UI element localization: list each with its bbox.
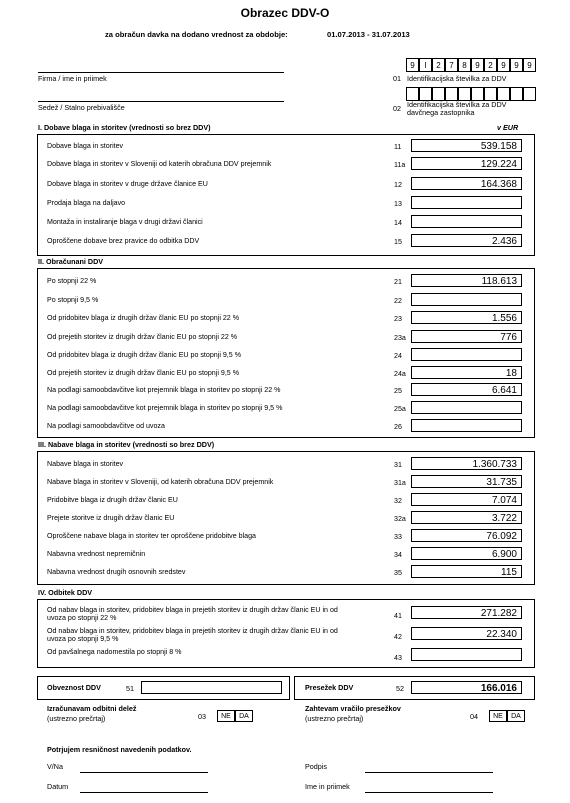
row-value-field[interactable] [411,139,522,152]
section-1-title: I. Dobave blaga in storitev (vrednosti so brez DDV) [38,123,211,132]
row-code: 13 [394,200,402,208]
form-title: Obrazec DDV-O [240,6,330,20]
row-code: 41 [394,612,402,620]
id-digit-box[interactable]: 9 [497,58,510,72]
rep-id-digit-box[interactable] [432,87,445,101]
refund-code: 04 [470,712,478,721]
section-4-title: IV. Odbitek DDV [38,588,93,597]
obligation-label: Obveznost DDV [47,683,101,692]
row-value: 164.368 [480,179,517,190]
id-digit-box[interactable]: 9 [406,58,419,72]
code-02: 02 [393,104,401,113]
row-value-field[interactable] [411,215,522,228]
row-value: 776 [500,332,517,343]
row-label-line-1: Od nabav blaga in storitev, pridobitev blaga in prejetih storitev iz drugih držav članic EU in od [47,606,338,614]
row-code: 32 [394,497,402,505]
deduction-label-2: (ustrezno prečrtaj) [47,714,106,723]
row-label: Na podlagi samoobdavčitve kot prejemnik blaga in storitev po stopnji 9,5 % [47,404,283,412]
id-label: Identifikacijska številka za DDV [407,74,507,83]
row-value: 1.360.733 [472,459,517,470]
signature-line[interactable] [365,772,493,773]
row-value-field[interactable] [411,196,522,209]
row-value: 1.556 [491,313,517,324]
deduction-da-option[interactable]: DA [235,710,253,722]
row-code: 22 [394,297,402,305]
rep-id-digit-box[interactable] [510,87,523,101]
row-code: 31a [394,479,406,487]
row-code: 14 [394,219,402,227]
firm-line[interactable] [38,72,284,73]
id-digit-box[interactable]: 9 [510,58,523,72]
name-line[interactable] [365,792,493,793]
row-value-field[interactable] [411,475,522,488]
row-code: 11 [394,143,402,151]
row-value-field[interactable] [411,606,522,619]
date-label: Datum [47,782,69,791]
row-code: 11a [394,161,406,169]
row-code: 35 [394,569,402,577]
row-code: 31 [394,461,402,469]
row-label-line-2: uvoza po stopnji 22 % [47,614,117,622]
id-digit-box[interactable]: 9 [523,58,536,72]
row-label: Nabavna vrednost drugih osnovnih sredstev [47,568,186,576]
name-label: Ime in priimek [305,782,350,791]
row-value: 2.436 [491,236,517,247]
row-label: Montaža in instaliranje blaga v drugi državi članici [47,218,203,226]
id-digit-box[interactable]: 2 [484,58,497,72]
place-label: V/Na [47,762,63,771]
row-label: Po stopnji 9,5 % [47,296,99,304]
row-value-field[interactable] [411,311,522,324]
refund-label-2: (ustrezno prečrtaj) [305,714,364,723]
form-subtitle: za obračun davka na dodano vrednost za obdobje: [105,30,288,39]
row-value: 118.613 [481,276,517,287]
row-value-field[interactable] [411,348,522,361]
id-digit-box[interactable]: I [419,58,432,72]
rep-id-digit-box[interactable] [497,87,510,101]
row-value: 129.224 [480,159,517,170]
row-code: 34 [394,551,402,559]
deduction-ne-option[interactable]: NE [217,710,235,722]
id-digit-box[interactable]: 7 [445,58,458,72]
id-digit-box[interactable]: 8 [458,58,471,72]
row-value: 7.074 [491,495,517,506]
obligation-value-field[interactable] [141,681,282,694]
row-code: 23a [394,334,406,342]
row-value-field[interactable] [411,511,522,524]
row-label: Nabave blaga in storitev [47,460,124,468]
row-value: 6.900 [491,549,517,560]
row-value-field[interactable] [411,383,522,396]
row-value: 18 [505,368,517,379]
row-value-field[interactable] [411,493,522,506]
row-value: 115 [501,567,517,578]
row-value-field[interactable] [411,419,522,432]
rep-id-digit-box[interactable] [458,87,471,101]
seat-line[interactable] [38,101,284,102]
row-label: Oproščene nabave blaga in storitev ter oproščene pridobitve blaga [47,532,257,540]
seat-label: Sedež / Stalno prebivališče [38,103,125,112]
rep-id-digit-box[interactable] [484,87,497,101]
row-value: 31.735 [486,477,517,488]
refund-ne-option[interactable]: NE [489,710,507,722]
rep-id-digit-box[interactable] [445,87,458,101]
row-value-field[interactable] [411,177,522,190]
row-value: 271.282 [480,608,517,619]
row-code: 12 [394,181,402,189]
row-value-field[interactable] [411,565,522,578]
rep-id-digit-box[interactable] [406,87,419,101]
row-value-field[interactable] [411,293,522,306]
row-code: 25a [394,405,406,413]
row-code: 26 [394,423,402,431]
row-code: 15 [394,238,402,246]
row-code: 33 [394,533,402,541]
currency-label: v EUR [497,123,519,132]
row-label: Pridobitve blaga iz drugih držav članic EU [47,496,178,504]
row-value-field[interactable] [411,529,522,542]
rep-id-label-2: davčnega zastopnika [407,108,475,117]
rep-id-label-1: Identifikacijska številka za DDV [407,100,507,109]
row-value: 3.722 [491,513,517,524]
row-label: Prejete storitve iz drugih držav članic EU [47,514,175,522]
row-value: 6.641 [491,385,517,396]
row-label: Od pridobitev blaga iz drugih držav članic EU po stopnji 22 % [47,314,240,322]
row-value-field[interactable] [411,366,522,379]
surplus-code: 52 [396,684,404,693]
deduction-code: 03 [198,712,206,721]
row-label: Po stopnji 22 % [47,277,97,285]
rep-id-digit-box[interactable] [419,87,432,101]
row-value-field[interactable] [411,627,522,640]
date-line[interactable] [80,792,208,793]
row-label: Dobave blaga in storitev [47,142,124,150]
rep-id-digit-box[interactable] [471,87,484,101]
signature-label: Podpis [305,762,327,771]
confirm-text: Potrjujem resničnost navedenih podatkov. [47,745,192,754]
row-label: Od pridobitev blaga iz drugih držav članic EU po stopnji 9,5 % [47,351,242,359]
row-code: 43 [394,654,402,662]
row-label: Na podlagi samoobdavčitve od uvoza [47,422,165,430]
id-digit-box[interactable]: 2 [432,58,445,72]
section-2-title: II. Obračunani DDV [38,257,104,266]
row-label: Nabave blaga in storitev v Sloveniji, od katerih obračuna DDV prejemnik [47,478,274,486]
refund-label-1: Zahtevam vračilo presežkov [305,704,401,713]
code-01: 01 [393,74,401,83]
row-value-field[interactable] [411,157,522,170]
row-label-line-2: uvoza po stopnji 9,5 % [47,635,119,643]
row-code: 21 [394,278,402,286]
row-code: 25 [394,387,402,395]
place-line[interactable] [80,772,208,773]
row-code: 23 [394,315,402,323]
refund-da-option[interactable]: DA [507,710,525,722]
row-value-field[interactable] [411,457,522,470]
row-value-field[interactable] [411,648,522,661]
row-value-field[interactable] [411,330,522,343]
row-label-line-1: Od pavšalnega nadomestila po stopnji 8 % [47,648,182,656]
row-value: 22.340 [486,629,517,640]
deduction-label-1: Izračunavam odbitni delež [47,704,137,713]
obligation-code: 51 [126,684,134,693]
row-label: Od prejetih storitev iz drugih držav članic EU po stopnji 9,5 % [47,369,240,377]
row-label: Dobave blaga in storitev v Sloveniji od katerih obračuna DDV prejemnik [47,160,272,168]
section-3-title: III. Nabave blaga in storitev (vrednosti so brez DDV) [38,440,215,449]
row-value-field[interactable] [411,274,522,287]
row-code: 32a [394,515,406,523]
row-value: 76.092 [486,531,517,542]
row-label: Prodaja blaga na daljavo [47,199,126,207]
row-label: Nabavna vrednost nepremičnin [47,550,146,558]
row-value-field[interactable] [411,547,522,560]
row-value: 539.158 [480,141,517,152]
id-digit-box[interactable]: 9 [471,58,484,72]
form-period: 01.07.2013 - 31.07.2013 [327,30,410,39]
row-value-field[interactable] [411,401,522,414]
row-label-line-1: Od nabav blaga in storitev, pridobitev blaga in prejetih storitev iz drugih držav članic EU in od [47,627,338,635]
surplus-label: Presežek DDV [305,683,354,692]
row-value-field[interactable] [411,234,522,247]
row-label: Oproščene dobave brez pravice do odbitka DDV [47,237,200,245]
surplus-value-field[interactable]: 166.016 [411,681,522,694]
row-label: Dobave blaga in storitev v druge države članice EU [47,180,208,188]
rep-id-digit-box[interactable] [523,87,536,101]
firm-label: Firma / ime in priimek [38,74,107,83]
row-code: 24a [394,370,406,378]
row-code: 24 [394,352,402,360]
row-label: Od prejetih storitev iz drugih držav članic EU po stopnji 22 % [47,333,238,341]
row-label: Na podlagi samoobdavčitve kot prejemnik blaga in storitev po stopnji 22 % [47,386,281,394]
row-code: 42 [394,633,402,641]
